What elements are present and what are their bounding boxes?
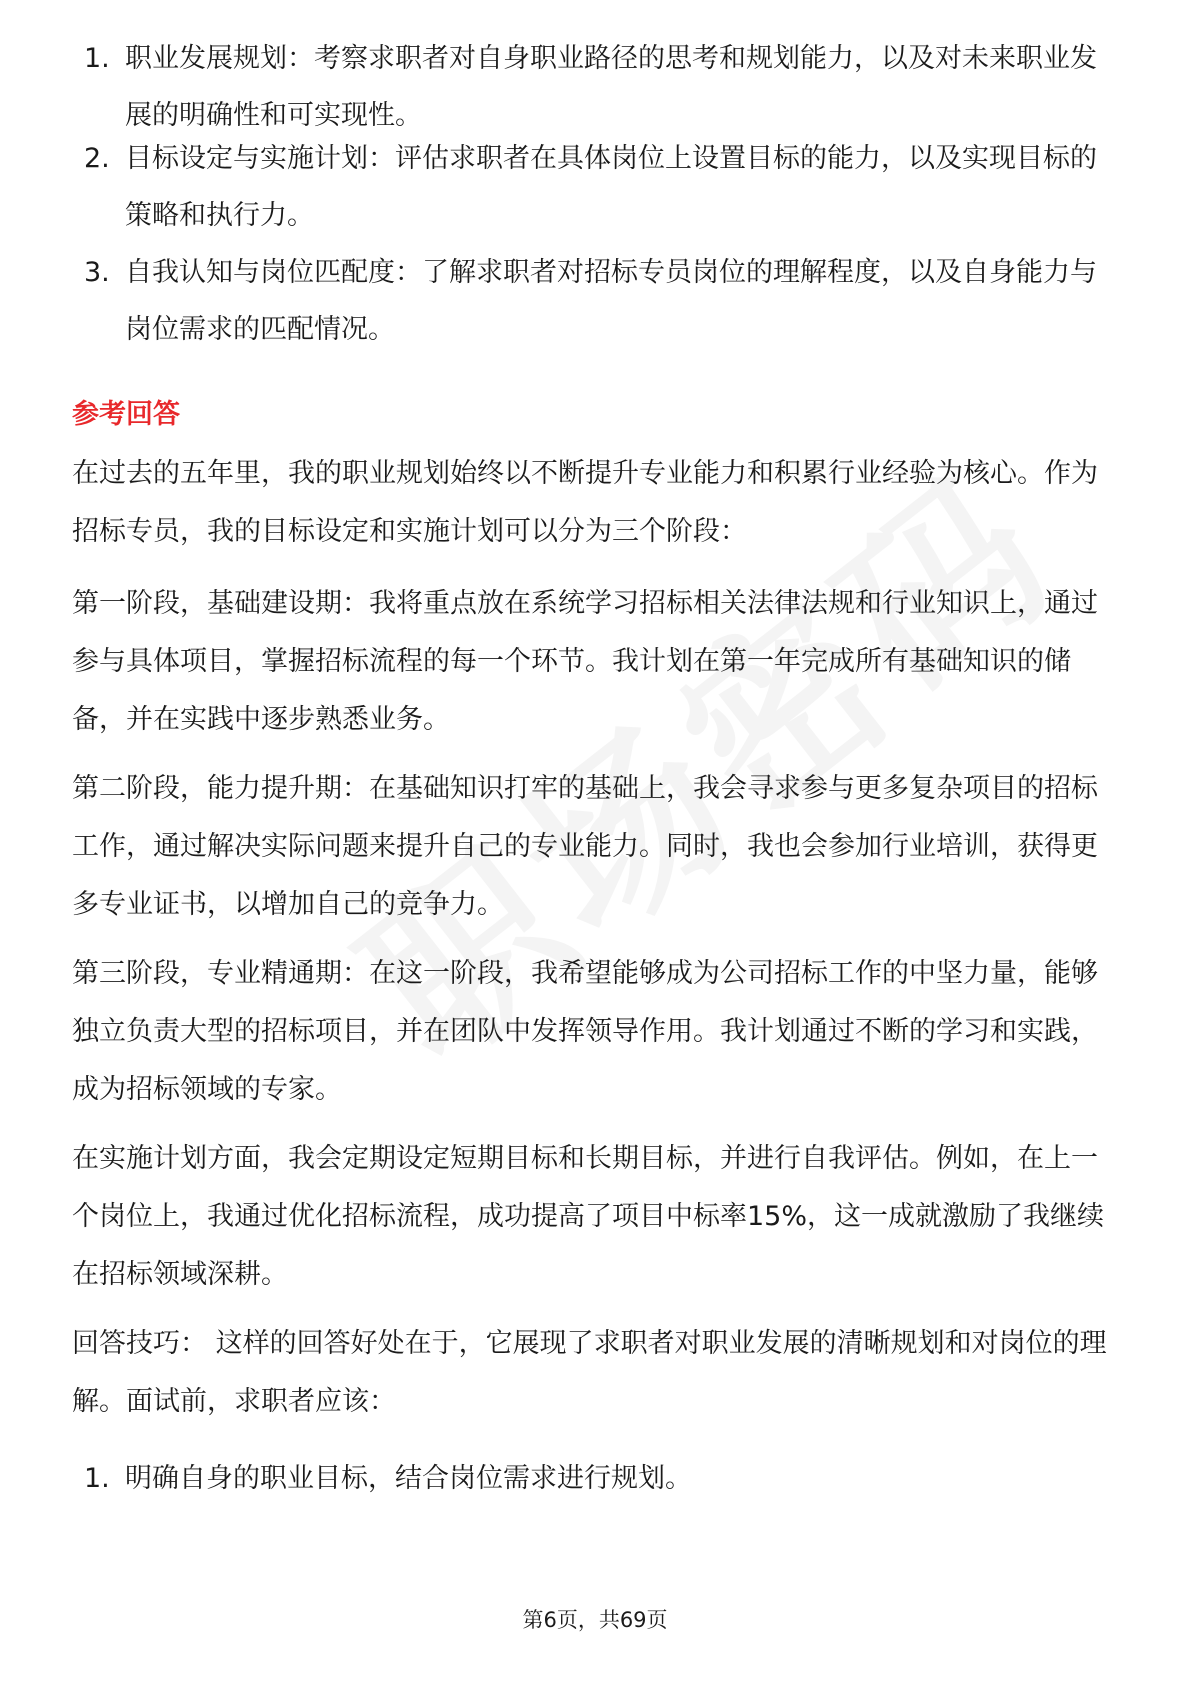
section-heading: 参考回答	[72, 399, 180, 430]
paragraph: 第三阶段，专业精通期：在这一阶段，我希望能够成为公司招标工作的中坚力量，能够独立负责大型的招标项目，并在团队中发挥领导作用。我计划通过不断的学习和实践，成为招标领域的专家。	[72, 958, 1098, 1105]
top-list	[0, 20, 1190, 134]
list-item-number: 1.	[84, 43, 110, 74]
list-item-text: 目标设定与实施计划：评估求职者在具体岗位上设置目标的能力，以及实现目标的策略和执行力。	[125, 143, 1097, 231]
page-number-footer: 第6页，共69页	[522, 1608, 668, 1632]
paragraph: 第一阶段，基础建设期：我将重点放在系统学习招标相关法律法规和行业知识上，通过参与具体项目，掌握招标流程的每一个环节。我计划在第一年完成所有基础知识的储备，并在实践中逐步熟悉业务。	[72, 588, 1098, 735]
paragraph: 在实施计划方面，我会定期设定短期目标和长期目标，并进行自我评估。例如，在上一个岗位上，我通过优化招标流程，成功提高了项目中标率15%，这一成就激励了我继续在招标领域深耕。	[72, 1143, 1105, 1290]
paragraph: 在过去的五年里，我的职业规划始终以不断提升专业能力和积累行业经验为核心。作为招标专员，我的目标设定和实施计划可以分为三个阶段：	[72, 458, 1098, 547]
list-item-number: 1.	[84, 1463, 110, 1494]
list-item-text: 自我认知与岗位匹配度：了解求职者对招标专员岗位的理解程度，以及自身能力与岗位需求的匹配情况。	[125, 257, 1097, 345]
list-item	[0, 130, 1190, 244]
paragraph: 第二阶段，能力提升期：在基础知识打牢的基础上，我会寻求参与更多复杂项目的招标工作，通过解决实际问题来提升自己的专业能力。同时，我也会参加行业培训，获得更多专业证书，以增加自己的竞争力。	[72, 773, 1098, 920]
list-item-text: 明确自身的职业目标，结合岗位需求进行规划。	[125, 1463, 692, 1494]
list-item	[0, 20, 1190, 134]
bottom-list	[0, 1450, 1190, 1507]
list-item-number: 2.	[84, 143, 110, 174]
list-item-text: 职业发展规划：考察求职者对自身职业路径的思考和规划能力，以及对未来职业发展的明确性和可实现性。	[125, 43, 1097, 131]
top-list-continued	[0, 130, 1190, 358]
list-item	[0, 244, 1190, 358]
list-item-number: 3.	[84, 257, 110, 288]
paragraph: 回答技巧： 这样的回答好处在于，它展现了求职者对职业发展的清晰规划和对岗位的理解。面试前，求职者应该：	[72, 1328, 1107, 1417]
list-item	[0, 1450, 1190, 1507]
